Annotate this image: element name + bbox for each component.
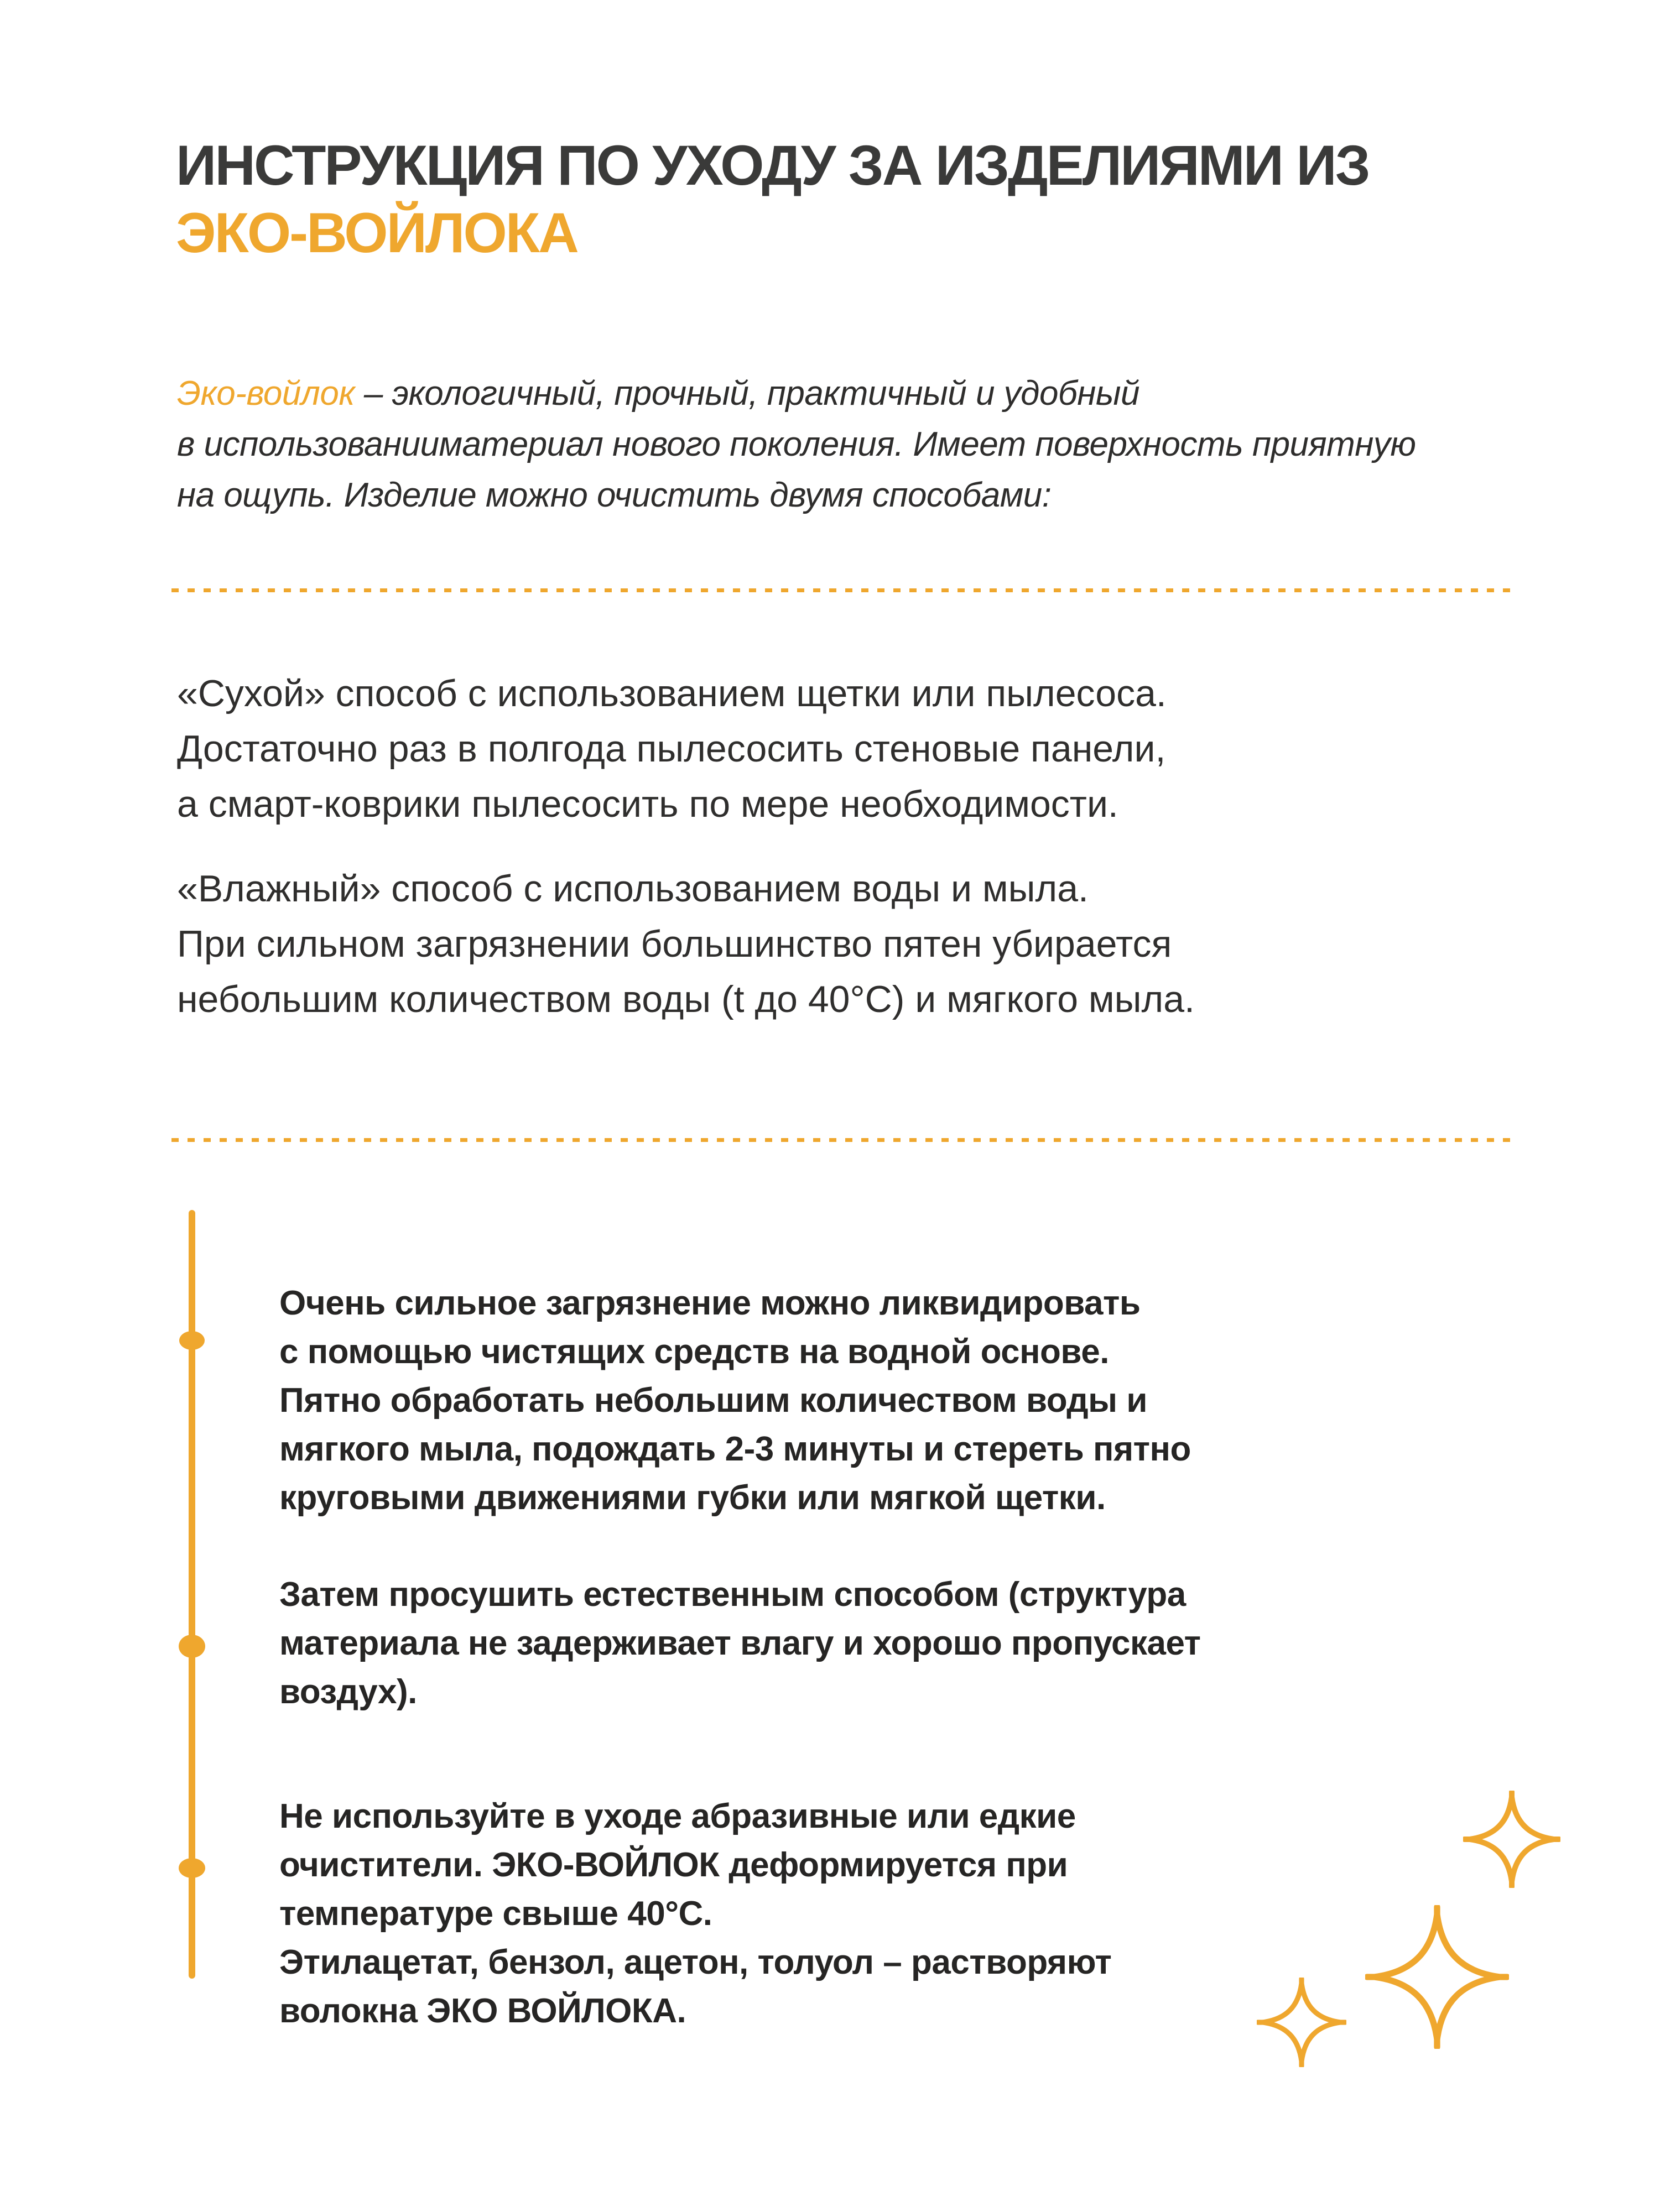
care-tip-3-line-5: волокна ЭКО ВОЙЛОКА. <box>279 1992 686 2030</box>
intro-line-2: в использованииматериал нового поколения. Имеет поверхность приятную <box>177 425 1416 463</box>
care-tip-2-line-1: Затем просушить естественным способом (структура <box>279 1575 1186 1614</box>
wet-method-paragraph <box>177 861 1195 1027</box>
care-tip-1-line-4: мягкого мыла, подождать 2-3 минуты и стереть пятно <box>279 1430 1191 1468</box>
care-tip-2-line-3: воздух). <box>279 1673 417 1711</box>
dry-method-line-3: а смарт-коврики пылесосить по мере необходимости. <box>177 783 1118 825</box>
intro-highlight: Эко-войлок <box>177 374 355 413</box>
sparkle-icon-small <box>1257 1978 1346 2067</box>
care-tip-2-paragraph <box>279 1571 1201 1717</box>
intro-paragraph <box>177 368 1416 521</box>
timeline-dot-3 <box>179 1858 205 1878</box>
page-title-line-2: ЭКО-ВОЙЛОКА <box>176 201 577 264</box>
care-tip-1-paragraph <box>279 1279 1191 1522</box>
care-tip-1-line-2: с помощью чистящих средств на водной основе. <box>279 1333 1109 1371</box>
sparkle-icon-top-right <box>1463 1791 1560 1888</box>
intro-line-1 <box>177 368 1416 419</box>
care-tip-3-paragraph <box>279 1792 1111 2036</box>
dashed-divider-top <box>171 588 1516 592</box>
care-tip-3-line-2: очистители. ЭКО-ВОЙЛОК деформируется при <box>279 1846 1068 1884</box>
wet-method-line-2: При сильном загрязнении большинство пятен убирается <box>177 923 1172 965</box>
wet-method-line-1: «Влажный» способ с использованием воды и мыла. <box>177 868 1089 910</box>
care-tip-3-line-4: Этилацетат, бензол, ацетон, толуол – растворяют <box>279 1943 1112 1981</box>
care-tip-2-line-2: материала не задерживает влагу и хорошо пропускает <box>279 1624 1201 1662</box>
sparkle-icon-large <box>1365 1905 1509 2049</box>
dry-method-line-1: «Сухой» способ с использованием щетки или пылесоса. <box>177 672 1167 714</box>
timeline-dot-1 <box>179 1331 205 1350</box>
timeline-dot-2 <box>179 1635 205 1658</box>
page-title <box>176 132 1369 267</box>
care-tip-1-line-1: Очень сильное загрязнение можно ликвидировать <box>279 1284 1141 1322</box>
intro-line-1-rest: – экологичный, прочный, практичный и удобный <box>355 374 1140 413</box>
wet-method-line-3: небольшим количеством воды (t до 40°C) и мягкого мыла. <box>177 978 1195 1020</box>
care-tip-1-line-5: круговыми движениями губки или мягкой щетки. <box>279 1479 1106 1517</box>
dry-method-paragraph <box>177 666 1167 832</box>
page-title-line-1: ИНСТРУКЦИЯ ПО УХОДУ ЗА ИЗДЕЛИЯМИ ИЗ <box>176 134 1369 197</box>
intro-line-3: на ощупь. Изделие можно очистить двумя способами: <box>177 476 1052 514</box>
dry-method-line-2: Достаточно раз в полгода пылесосить стеновые панели, <box>177 728 1166 770</box>
care-tip-3-line-1: Не используйте в уходе абразивные или едкие <box>279 1797 1076 1835</box>
care-tip-1-line-3: Пятно обработать небольшим количеством воды и <box>279 1381 1147 1420</box>
dashed-divider-bottom <box>171 1138 1516 1142</box>
care-tip-3-line-3: температуре свыше 40°C. <box>279 1895 712 1933</box>
